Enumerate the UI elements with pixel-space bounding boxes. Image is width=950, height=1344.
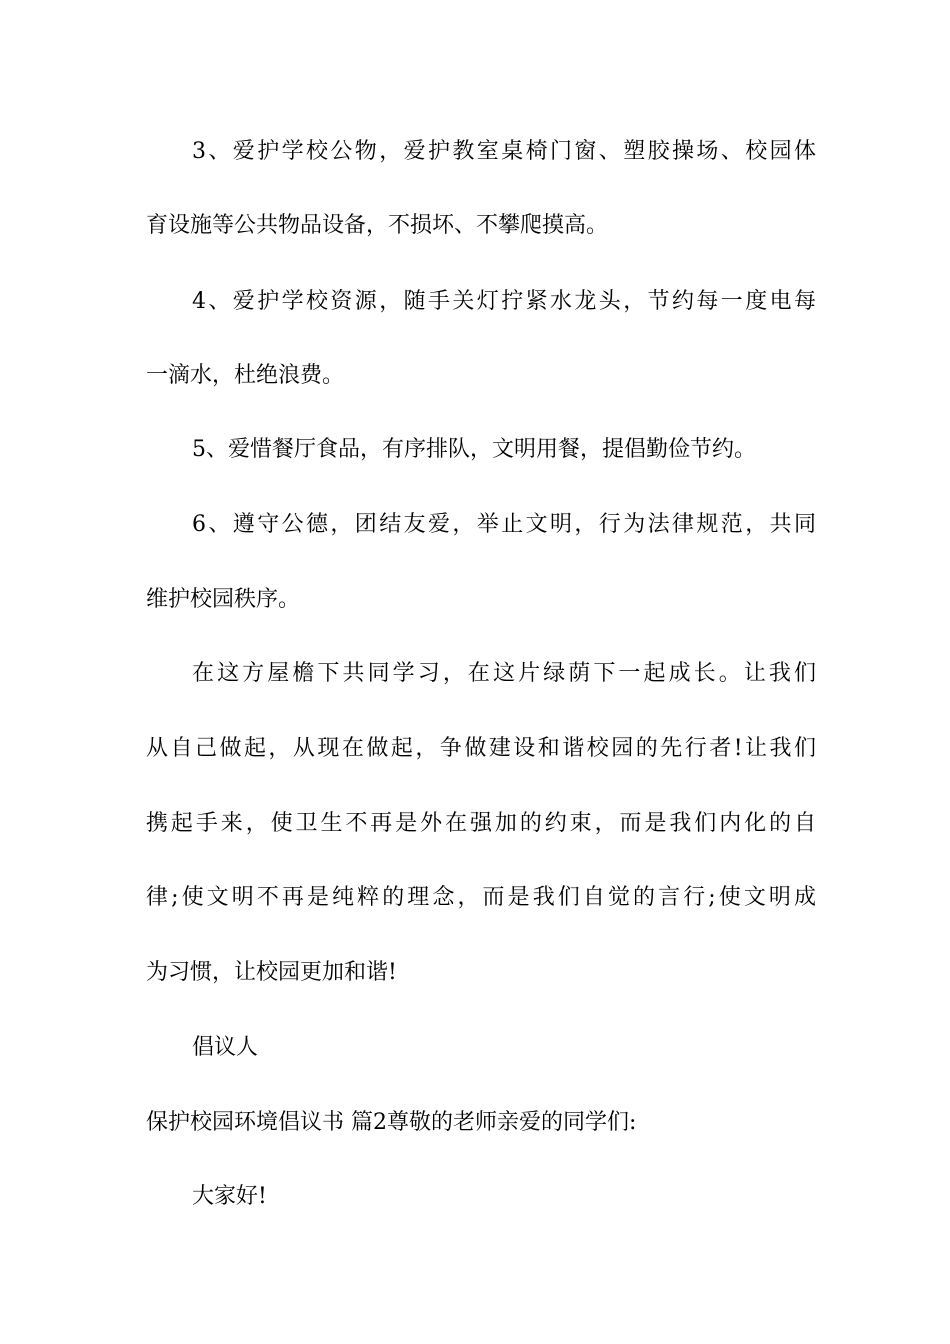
closing-paragraph-line-4: 律;使文明不再是纯粹的理念，而是我们自觉的言行;使文明成 bbox=[146, 885, 816, 910]
item-4-line-2: 一滴水，杜绝浪费。 bbox=[146, 363, 345, 388]
closing-paragraph-line-1: 在这方屋檐下共同学习，在这片绿荫下一起成长。让我们 bbox=[192, 661, 816, 686]
closing-paragraph-line-2: 从自己做起，从现在做起，争做建设和谐校园的先行者!让我们 bbox=[146, 736, 816, 761]
item-4-line-1: 4、爱护学校资源，随手关灯拧紧水龙头，节约每一度电每 bbox=[192, 289, 816, 314]
section-heading: 保护校园环境倡议书 篇2尊敬的老师亲爱的同学们: bbox=[146, 1110, 637, 1135]
item-3-line-1: 3、爱护学校公物，爱护教室桌椅门窗、塑胶操场、校园体 bbox=[192, 139, 816, 164]
item-5-line-1: 5、爱惜餐厅食品，有序排队，文明用餐，提倡勤俭节约。 bbox=[192, 437, 756, 462]
signatory-label: 倡议人 bbox=[192, 1035, 259, 1060]
closing-paragraph-line-5: 为习惯，让校园更加和谐! bbox=[146, 960, 397, 985]
closing-paragraph-line-3: 携起手来，使卫生不再是外在强加的约束，而是我们内化的自 bbox=[146, 811, 816, 836]
item-6-line-1: 6、遵守公德，团结友爱，举止文明，行为法律规范，共同 bbox=[192, 512, 816, 537]
item-3-line-2: 育设施等公共物品设备，不损坏、不攀爬摸高。 bbox=[146, 213, 609, 238]
greeting: 大家好! bbox=[192, 1184, 267, 1209]
item-6-line-2: 维护校园秩序。 bbox=[146, 587, 301, 612]
